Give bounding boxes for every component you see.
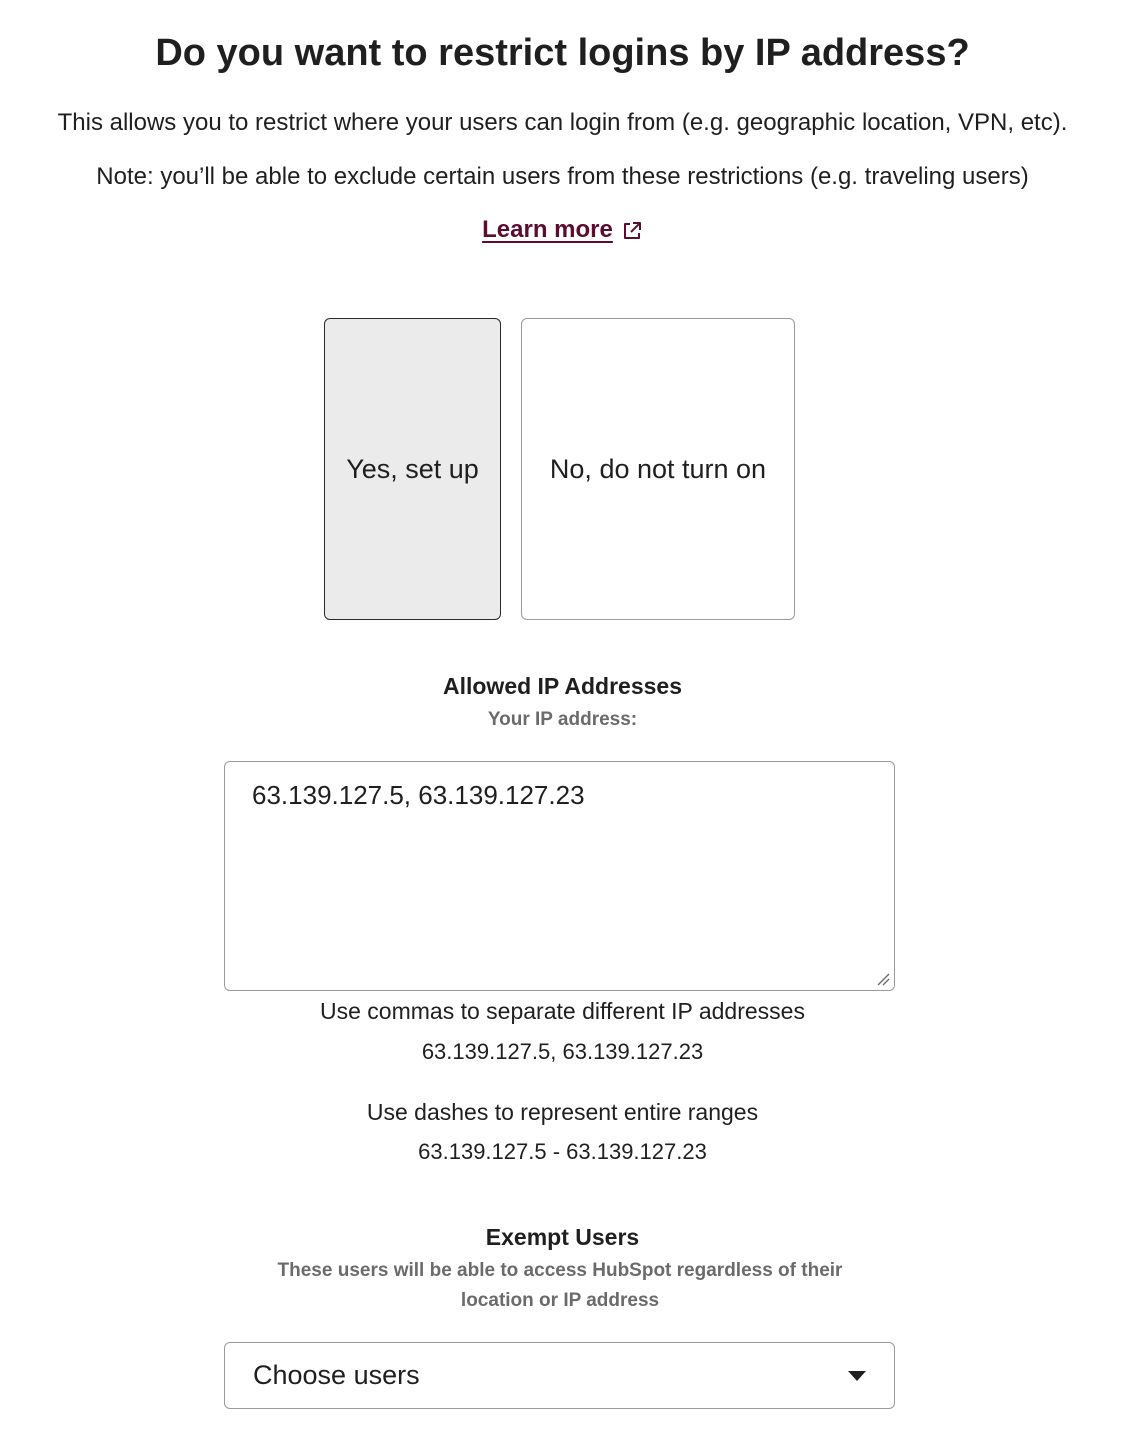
page-title: Do you want to restrict logins by IP address?	[155, 32, 970, 74]
dashes-hint: Use dashes to represent entire ranges	[366, 1099, 759, 1125]
yes-set-up-label: Yes, set up	[346, 453, 479, 484]
allowed-ip-textarea[interactable]	[224, 761, 895, 991]
exempt-users-title: Exempt Users	[485, 1224, 640, 1250]
caret-down-icon	[848, 1371, 866, 1381]
no-do-not-turn-on-button[interactable]	[521, 318, 795, 620]
dashes-example: 63.139.127.5 - 63.139.127.23	[418, 1139, 707, 1164]
page-note: Note: you’ll be able to exclude certain users from these restrictions (e.g. traveling users)	[96, 163, 1029, 190]
no-do-not-turn-on-label: No, do not turn on	[549, 453, 767, 484]
commas-hint: Use commas to separate different IP addresses	[320, 998, 805, 1024]
choose-users-value: Choose users	[253, 1360, 420, 1390]
exempt-users-description: These users will be able to access HubSpot regardless of their location or IP address	[277, 1260, 843, 1311]
page-description: This allows you to restrict where your users can login from (e.g. geographic location, VPN, etc).	[57, 109, 1068, 136]
learn-more-row	[0, 212, 1125, 248]
commas-example: 63.139.127.5, 63.139.127.23	[421, 1039, 704, 1064]
learn-more-link[interactable]: Learn more	[482, 216, 613, 243]
choose-users-select[interactable]	[224, 1342, 895, 1409]
your-ip-label: Your IP address:	[487, 709, 638, 730]
external-link-icon[interactable]	[621, 220, 643, 242]
yes-set-up-button[interactable]	[324, 318, 501, 620]
resize-handle-icon[interactable]	[876, 972, 890, 986]
allowed-ip-title: Allowed IP Addresses	[442, 673, 683, 699]
